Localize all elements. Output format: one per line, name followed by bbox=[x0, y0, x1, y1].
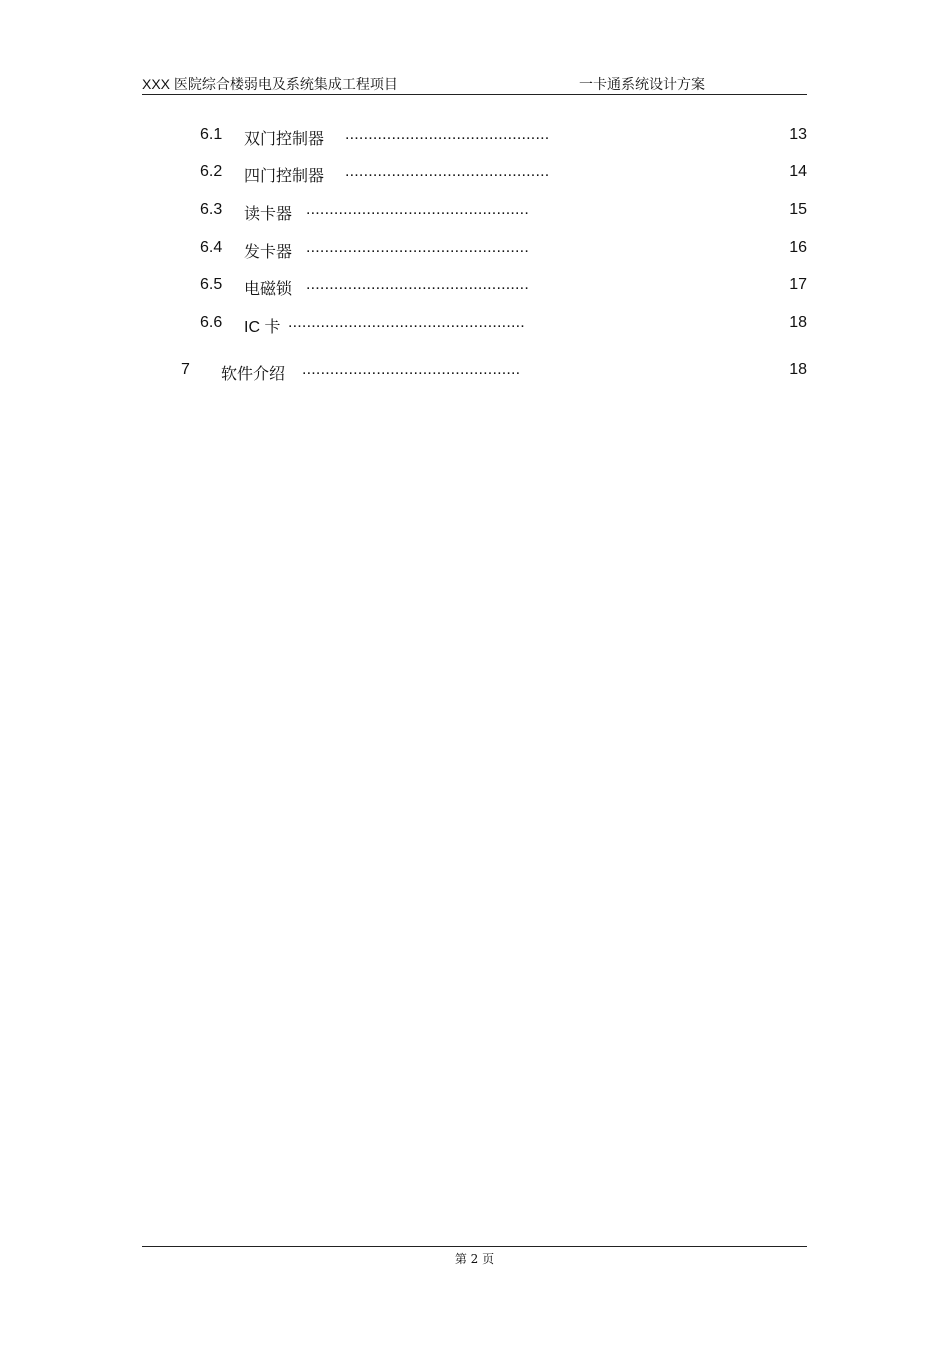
toc-entry-number: 7 bbox=[181, 361, 190, 378]
header-document-title: 一卡通系统设计方案 bbox=[579, 76, 705, 92]
toc-entry-page: 17 bbox=[789, 276, 807, 293]
toc-entry[interactable] bbox=[200, 239, 807, 263]
toc-entry-page: 13 bbox=[789, 126, 807, 143]
toc-entry-page: 16 bbox=[789, 239, 807, 256]
toc-entry-page: 18 bbox=[789, 361, 807, 378]
toc-entry[interactable] bbox=[200, 201, 807, 225]
toc-entry-number: 6.4 bbox=[200, 239, 223, 256]
toc-entry-title: 电磁锁 bbox=[244, 281, 293, 298]
toc-entry-number: 6.2 bbox=[200, 163, 223, 180]
toc-entry-number: 6.3 bbox=[200, 201, 223, 218]
toc-entry-page: 18 bbox=[789, 314, 807, 331]
toc-entry-title: 软件介绍 bbox=[221, 366, 286, 383]
toc-entry-leader: ................................................ bbox=[306, 201, 529, 218]
page-number: 第 2 页 bbox=[454, 1252, 495, 1266]
toc-entry-page: 15 bbox=[789, 201, 807, 218]
toc-entry-number: 6.1 bbox=[200, 126, 223, 143]
toc-entry-leader: ................................................ bbox=[306, 239, 529, 256]
toc-entry[interactable] bbox=[181, 361, 807, 385]
page-footer bbox=[142, 1246, 807, 1267]
toc-entry-page: 14 bbox=[789, 163, 807, 180]
toc-entry[interactable] bbox=[200, 314, 807, 338]
toc-entry-leader: ............................................ bbox=[345, 126, 550, 143]
toc-entry-title: IC 卡 bbox=[244, 319, 281, 336]
toc-entry-title: 发卡器 bbox=[244, 244, 293, 261]
toc-entry-title: 四门控制器 bbox=[244, 168, 325, 185]
toc-entry-leader: ................................................... bbox=[288, 314, 525, 331]
toc-entry-leader: ............................................... bbox=[302, 361, 521, 378]
toc-entry[interactable] bbox=[200, 126, 807, 150]
toc-entry-title: 双门控制器 bbox=[244, 131, 325, 148]
toc-entry[interactable] bbox=[200, 163, 807, 187]
toc-entry-leader: ............................................ bbox=[345, 163, 550, 180]
header-project-title: XXX 医院综合楼弱电及系统集成工程项目 bbox=[142, 76, 398, 92]
toc-entry[interactable] bbox=[200, 276, 807, 300]
toc-entry-title: 读卡器 bbox=[244, 206, 293, 223]
toc-entry-leader: ................................................ bbox=[306, 276, 529, 293]
toc-entry-number: 6.6 bbox=[200, 314, 223, 331]
toc-entry-number: 6.5 bbox=[200, 276, 223, 293]
page-header bbox=[142, 72, 807, 95]
